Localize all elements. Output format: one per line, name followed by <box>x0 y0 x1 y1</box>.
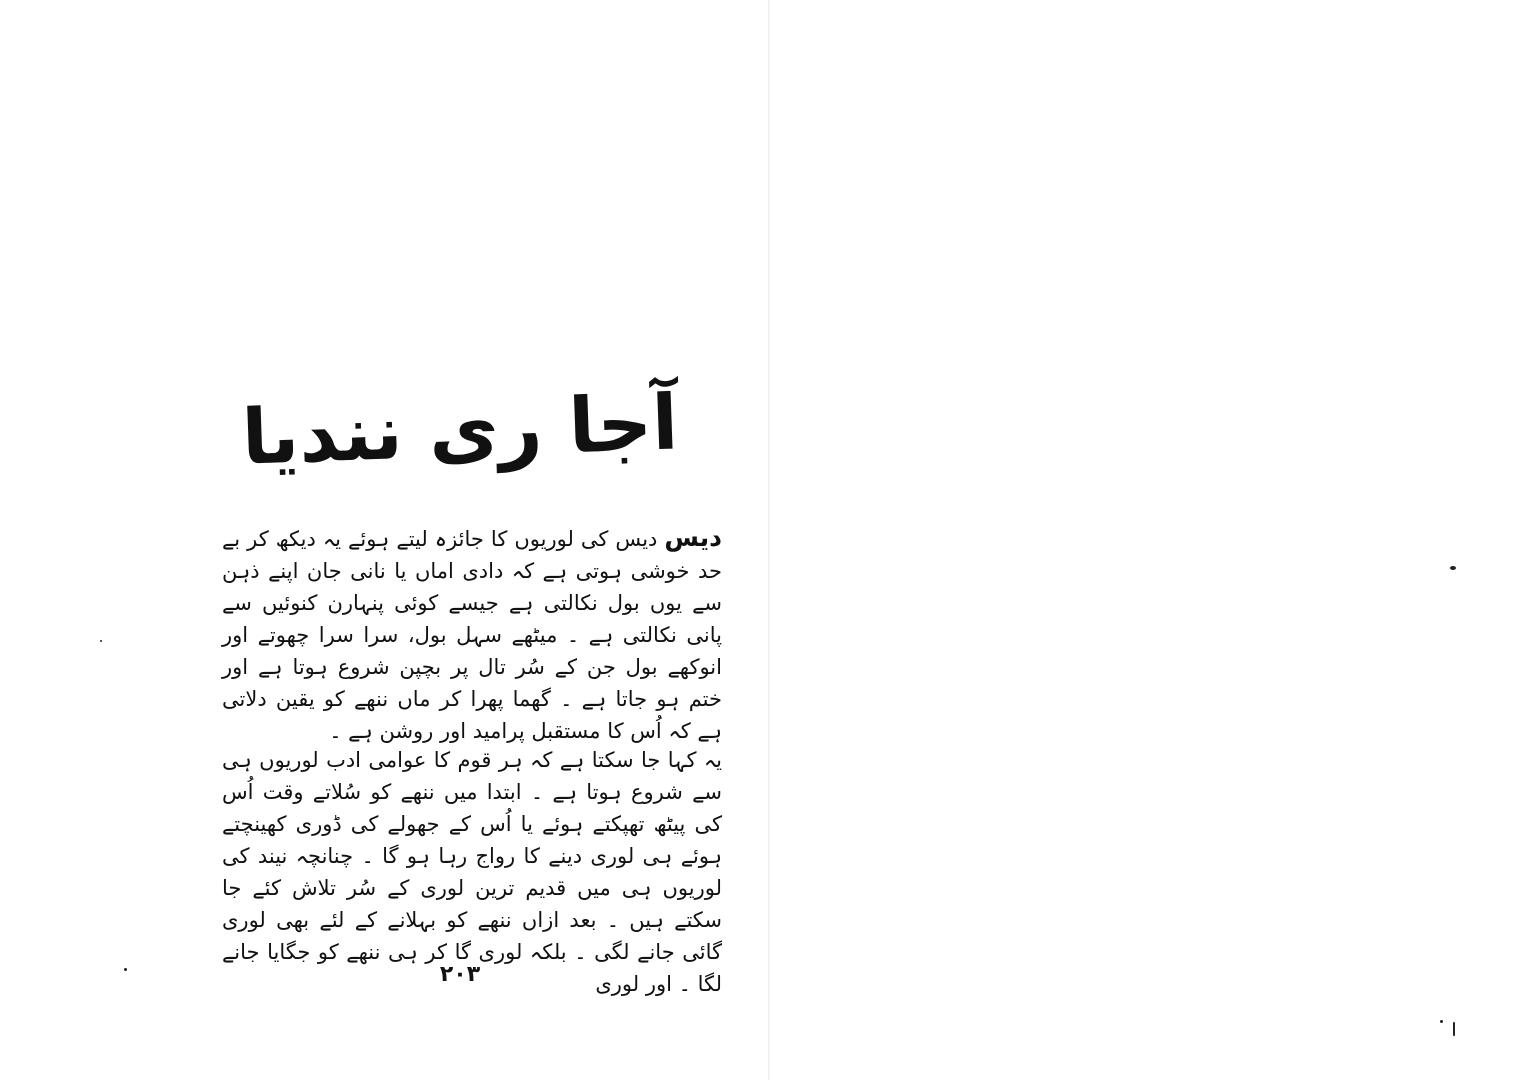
scan-speck <box>100 640 102 642</box>
paragraph-1-text: دیس کی لوریوں کا جائزہ لیتے ہوئے یہ دیکھ کر بے حد خوشی ہوتی ہے کہ دادی اماں یا نانی جان اپنے ذہن سے یوں بول نکالتی ہے جیسے کوئی پنہارن کنوئیں سے پانی نکالتی ہے ۔ میٹھے سہل بول، سرا سرا چھوتے اور انوکھے بول جن کے سُر تال پر بچپن شروع ہوتا ہے اور ختم ہو جاتا ہے ۔ گھما پھرا کر ماں ننھے کو یقین دلاتی ہے کہ اُس کا مستقبل پرامید اور روشن ہے ۔ <box>222 527 722 743</box>
page-title: آجا ری نندیا <box>240 377 680 482</box>
scan-speck <box>1453 1022 1455 1036</box>
paragraph-1-lead: دیس <box>664 523 722 552</box>
scan-speck <box>1450 566 1456 570</box>
page-number: ۲۰۳ <box>439 962 481 987</box>
page-fold <box>768 0 770 1080</box>
scan-speck <box>124 968 127 971</box>
paragraph-2-text: یہ کہا جا سکتا ہے کہ ہر قوم کا عوامی ادب لوریوں ہی سے شروع ہوتا ہے ۔ ابتدا میں ننھے کو سُلاتے وقت اُس کی پیٹھ تھپکتے ہوئے یا اُس کے جھولے کی ڈوری کھینچتے ہوئے ہی لوری دینے کا رواج رہا ہو گا ۔ چنانچہ نیند کی لوریوں ہی میں قدیم ترین لوری کے سُر تلاش کئے جا سکتے ہیں ۔ بعد ازاں ننھے کو بہلانے کے لئے بھی لوری گائی جانے لگی ۔ بلکہ لوری گا کر ہی ننھے کو جگایا جانے لگا ۔ اور لوری <box>222 748 722 996</box>
paragraph-1 <box>222 522 722 747</box>
scan-speck <box>1440 1020 1443 1023</box>
left-page <box>180 370 740 996</box>
